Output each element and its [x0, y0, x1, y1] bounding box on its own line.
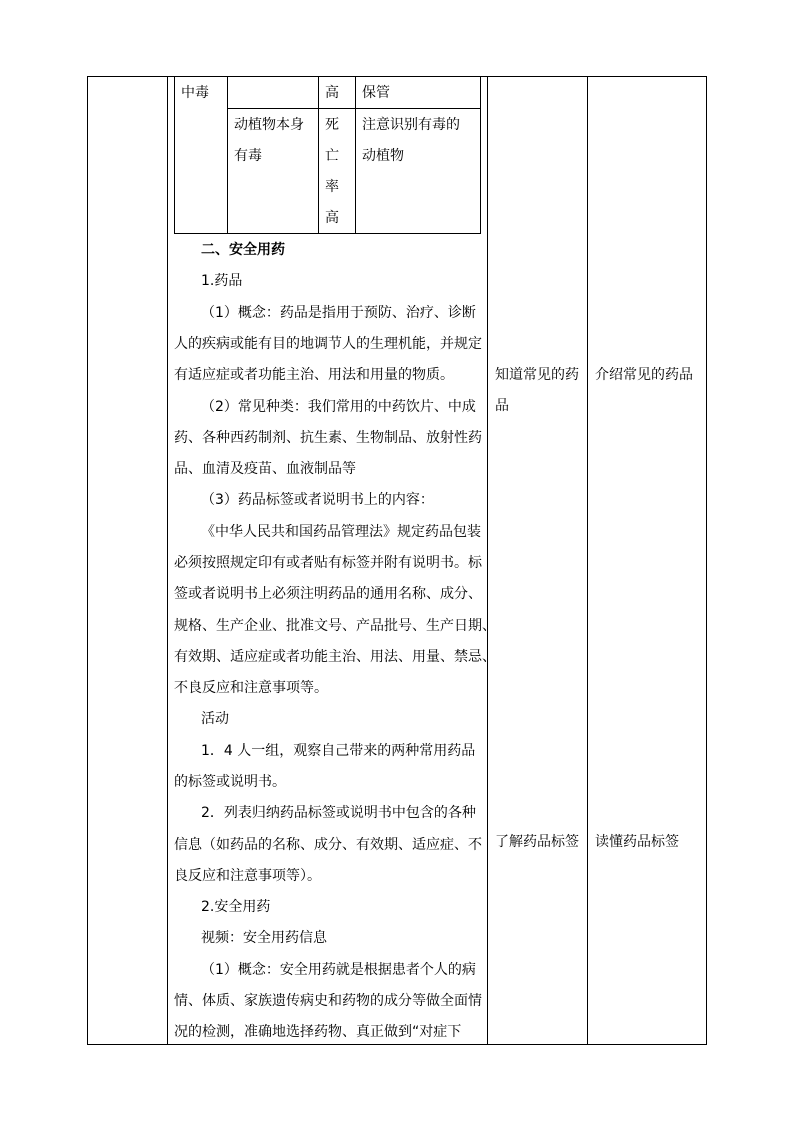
inner-measure-line2: 动植物: [362, 148, 404, 164]
inner-risk-char-1: 死: [325, 117, 339, 133]
label-contents-title: （3）药品标签或者说明书上的内容：: [201, 492, 434, 508]
outer-top-border: [87, 76, 707, 77]
activity-title: 活动: [201, 711, 229, 727]
concept-line: 人的疾病或能有目的地调节人的生理机能，并规定: [174, 336, 482, 352]
inner-source-line2: 有毒: [234, 148, 262, 164]
activity1-line: 1．4 人一组，观察自己带来的两种常用药品: [201, 743, 476, 759]
inner-risk-cell: 高: [325, 85, 339, 101]
safe-concept-line: （1）概念：安全用药就是根据患者个人的病: [201, 962, 476, 978]
safe-concept-line: 况的检测，准确地选择药物、真正做到“对症下: [174, 1024, 462, 1040]
label-text-line: 必须按照规定印有或者贴有标签并附有说明书。标: [174, 555, 482, 571]
inner-col-divider-2: [318, 76, 319, 234]
inner-measure-cell: 保管: [362, 85, 390, 101]
objective-know-medicines-line1: 知道常见的药: [495, 367, 579, 383]
types-line: 品、血清及疫苗、血液制品等: [174, 461, 356, 477]
label-text-line: 《中华人民共和国药品管理法》规定药品包装: [201, 524, 481, 540]
inner-row-divider: [227, 108, 481, 109]
inner-table-left: [174, 76, 175, 234]
label-text-line: 签或者说明书上必须注明药品的通用名称、成分、: [174, 586, 482, 602]
subsection-title-safe-use: 2.安全用药: [201, 899, 271, 915]
subsection-title-medicine: 1.药品: [201, 273, 243, 289]
activity2-line: 信息（如药品的名称、成分、有效期、适应症、不: [174, 837, 482, 853]
col-divider-1: [167, 76, 168, 1045]
objective-understand-labels: 了解药品标签: [495, 834, 579, 850]
activity-introduce-medicines: 介绍常见的药品: [595, 367, 693, 383]
outer-bottom-border: [87, 1044, 707, 1045]
inner-source-line1: 动植物本身: [234, 117, 304, 133]
objective-know-medicines-line2: 品: [495, 398, 509, 414]
types-line: （2）常见种类：我们常用的中药饮片、中成: [201, 399, 476, 415]
activity1-line: 的标签或说明书。: [174, 774, 286, 790]
outer-right-border: [706, 76, 707, 1045]
inner-col-divider-3: [355, 76, 356, 234]
video-label: 视频：安全用药信息: [201, 930, 327, 946]
col-divider-3: [587, 76, 588, 1045]
outer-left-border: [87, 76, 88, 1045]
activity2-line: 良反应和注意事项等）。: [174, 868, 321, 884]
col-divider-2: [487, 76, 488, 1045]
section-title-safe-medication: 二、安全用药: [201, 242, 285, 258]
concept-line: 有适应症或者功能主治、用法和用量的物质。: [174, 367, 454, 383]
label-text-line: 规格、生产企业、批准文号、产品批号、生产日期、: [174, 618, 496, 634]
inner-table-bottom: [174, 233, 481, 234]
safe-concept-line: 情、体质、家族遗传病史和药物的成分等做全面情: [174, 993, 482, 1009]
activity-read-labels: 读懂药品标签: [595, 834, 679, 850]
inner-risk-char-4: 高: [325, 210, 339, 226]
activity2-line: 2．列表归纳药品标签或说明书中包含的各种: [201, 805, 476, 821]
inner-col-divider-1: [227, 76, 228, 234]
concept-line: （1）概念：药品是指用于预防、治疗、诊断: [201, 305, 476, 321]
inner-risk-char-2: 亡: [325, 148, 339, 164]
label-text-line: 有效期、适应症或者功能主治、用法、用量、禁忌、: [174, 649, 496, 665]
inner-measure-line1: 注意识别有毒的: [362, 117, 460, 133]
inner-risk-char-3: 率: [325, 179, 339, 195]
inner-table-right: [480, 76, 481, 234]
types-line: 药、各种西药制剂、抗生素、生物制品、放射性药: [174, 430, 482, 446]
inner-category-cell: 中毒: [181, 85, 209, 101]
label-text-line: 不良反应和注意事项等。: [174, 680, 328, 696]
